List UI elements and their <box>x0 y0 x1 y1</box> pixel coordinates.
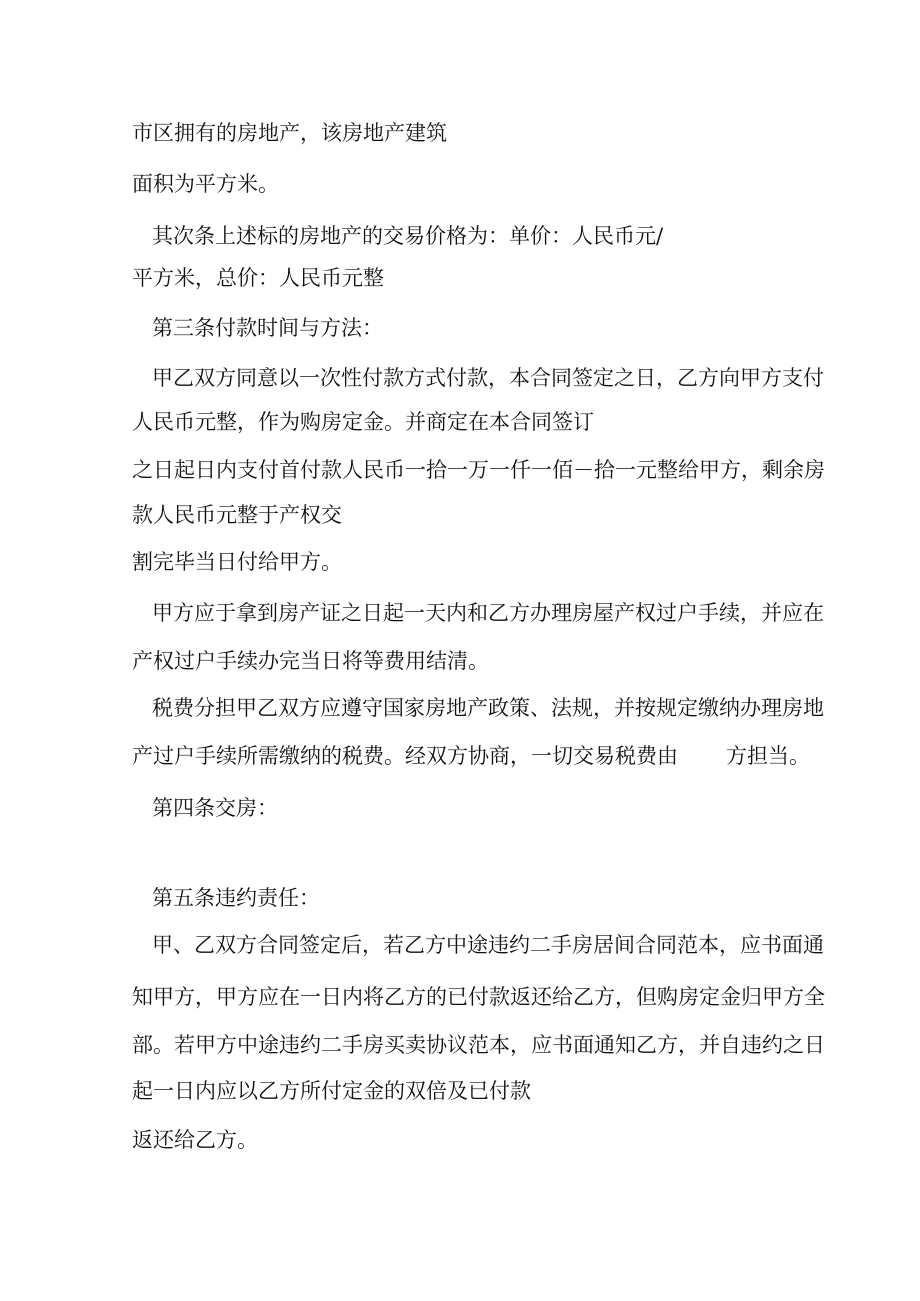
paragraph-line: 平方米，总价：人民币元整 <box>132 266 384 290</box>
tax-line-before: 产过户手续所需缴纳的税费。经双方协商，一切交易税费由 <box>132 744 678 768</box>
section-heading: 第三条付款时间与方法： <box>152 316 383 340</box>
paragraph-line: 部。若甲方中途违约二手房买卖协议范本，应书面通知乙方，并自违约之日 <box>132 1033 825 1057</box>
paragraph-line: 割完毕当日付给甲方。 <box>132 550 342 574</box>
paragraph-line <box>132 742 810 770</box>
paragraph-line: 人民币元整，作为购房定金。并商定在本合同签订 <box>132 410 594 434</box>
paragraph-line: 面积为平方米。 <box>132 172 279 196</box>
paragraph-line: 甲方应于拿到房产证之日起一天内和乙方办理房屋产权过户手续，并应在 <box>152 601 824 625</box>
paragraph-line: 知甲方，甲方应在一日内将乙方的已付款返还给乙方，但购房定金归甲方全 <box>132 985 825 1009</box>
paragraph-line: 起一日内应以乙方所付定金的双倍及已付款 <box>132 1079 531 1103</box>
section-heading: 第四条交房： <box>152 796 278 820</box>
paragraph-line: 税费分担甲乙双方应遵守国家房地产政策、法规，并按规定缴纳办理房地 <box>152 696 824 720</box>
paragraph-line: 甲乙双方同意以一次性付款方式付款，本合同签定之日，乙方向甲方支付 <box>152 366 824 390</box>
paragraph-line: 返还给乙方。 <box>132 1128 258 1152</box>
paragraph-line: 之日起日内支付首付款人民币一拾一万一仟一佰－拾一元整给甲方，剩余房 <box>132 458 825 482</box>
paragraph-line: 产权过户手续办完当日将等费用结清。 <box>132 649 489 673</box>
section-heading: 第五条违约责任： <box>152 886 320 910</box>
paragraph-line: 其次条上述标的房地产的交易价格为：单价：人民币元/ <box>152 224 664 248</box>
paragraph-line: 市区拥有的房地产，该房地产建筑 <box>132 121 447 145</box>
paragraph-line: 甲、乙双方合同签定后，若乙方中途违约二手房居间合同范本，应书面通 <box>152 933 824 957</box>
paragraph-line: 款人民币元整于产权交 <box>132 503 342 527</box>
tax-line-after: 方担当。 <box>726 744 810 768</box>
